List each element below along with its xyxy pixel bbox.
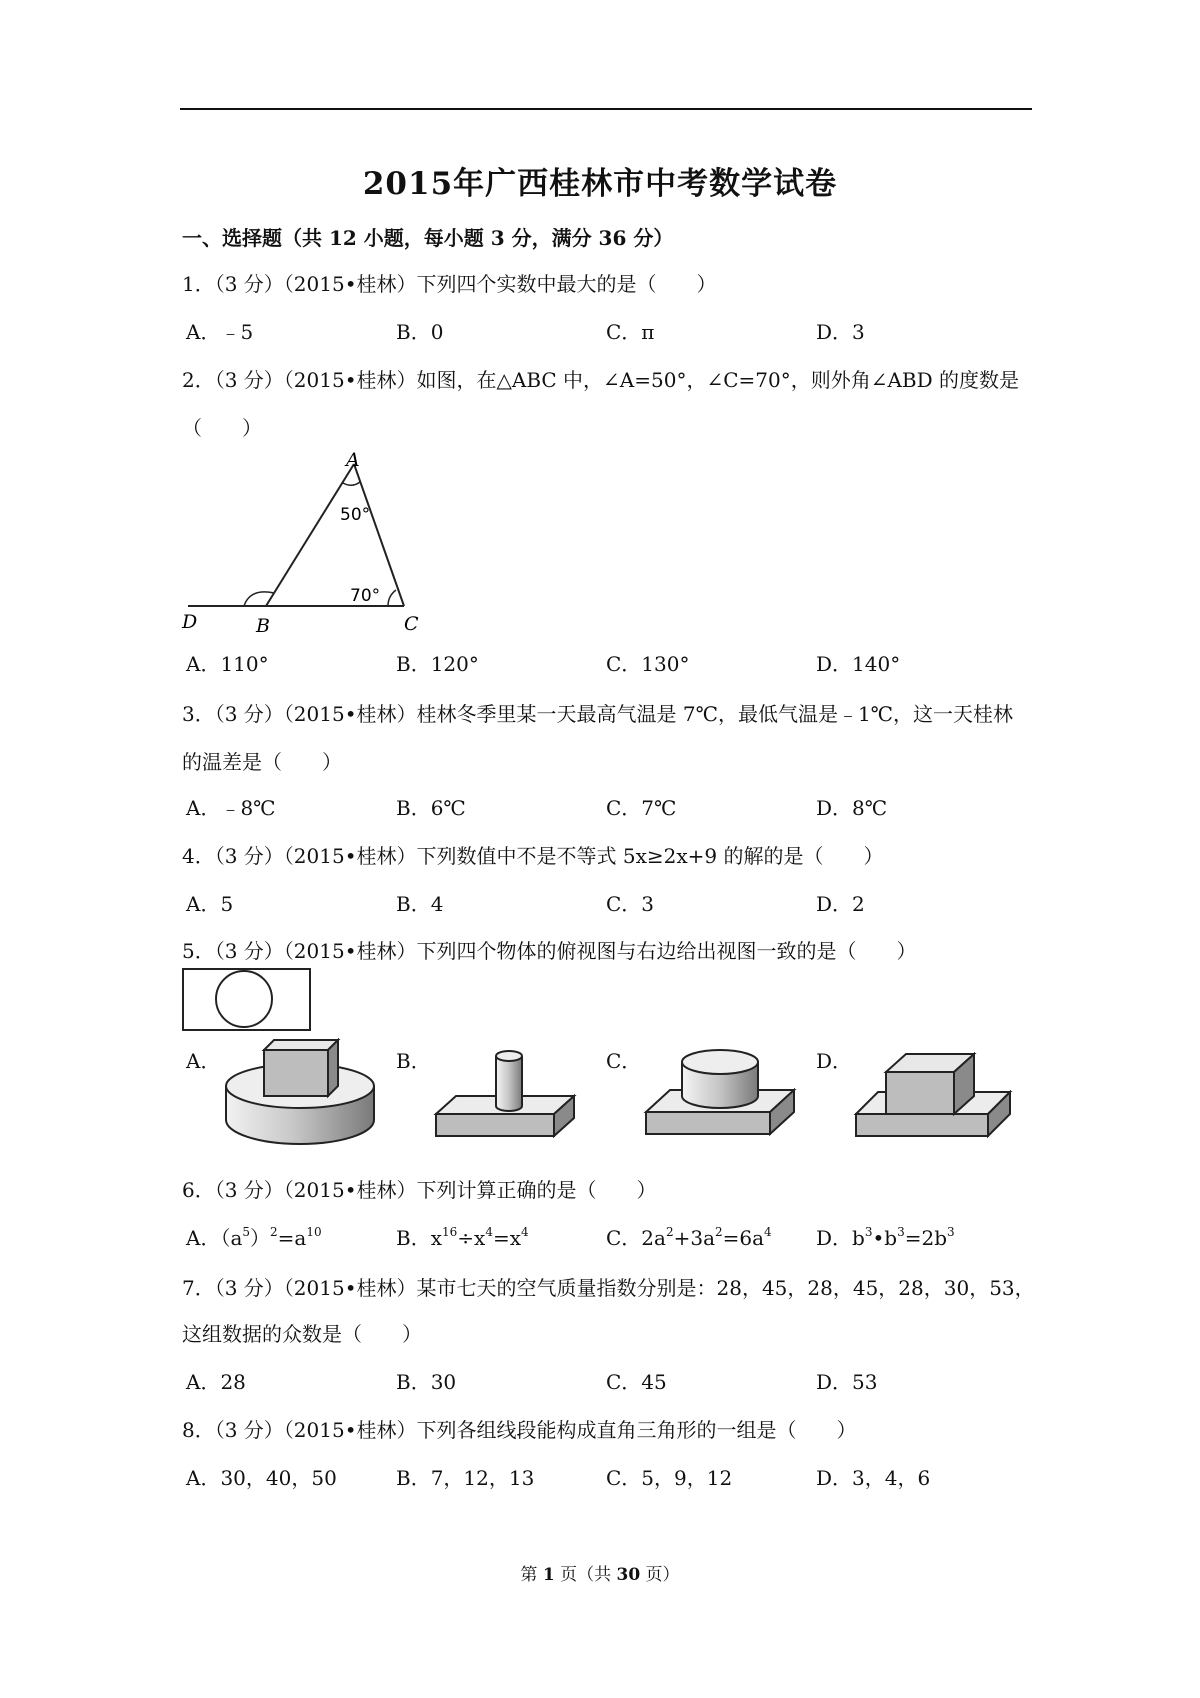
angle-a-arc bbox=[343, 482, 360, 485]
solid-a-figure bbox=[220, 1036, 380, 1148]
q3-option-c: C．7℃ bbox=[606, 796, 677, 820]
question-6-stem: 6．（3 分）（2015•桂林）下列计算正确的是（ ） bbox=[182, 1178, 657, 1202]
q7-option-a: A．28 bbox=[186, 1370, 246, 1394]
question-2-stem-cont: （ ） bbox=[182, 416, 262, 440]
q4-option-b: B．4 bbox=[396, 892, 444, 916]
q1-option-b: B．0 bbox=[396, 320, 444, 344]
q7-option-d: D．53 bbox=[816, 1370, 878, 1394]
q8-option-a: A．30，40，50 bbox=[186, 1466, 337, 1490]
question-2-stem: 2．（3 分）（2015•桂林）如图，在△ABC 中，∠A=50°，∠C=70°，则外角∠ABD 的度数是 bbox=[182, 368, 1020, 392]
q8-option-d: D．3，4，6 bbox=[816, 1466, 931, 1490]
q6-option-b: B．$x^{16}\div x^4=x^4$ bbox=[396, 1225, 529, 1250]
solid-d-figure bbox=[850, 1044, 1020, 1148]
vertex-d-label: D bbox=[182, 611, 198, 633]
q4-option-d: D．2 bbox=[816, 892, 865, 916]
q5-option-b: B． bbox=[396, 1049, 431, 1073]
q5-option-c: C． bbox=[606, 1049, 642, 1073]
q3-option-d: D．8℃ bbox=[816, 796, 888, 820]
angle-c-arc bbox=[388, 590, 396, 606]
q2-option-d: D．140° bbox=[816, 652, 901, 676]
triangle-figure bbox=[180, 448, 440, 636]
q1-option-c: C．π bbox=[606, 320, 655, 344]
side-ab bbox=[266, 464, 354, 606]
q5-option-a: A． bbox=[186, 1049, 221, 1073]
q7-option-c: C．45 bbox=[606, 1370, 667, 1394]
q4-option-a: A．5 bbox=[186, 892, 234, 916]
solid-b-figure bbox=[430, 1048, 580, 1148]
section-heading: 一、选择题（共 12 小题，每小题 3 分，满分 36 分） bbox=[182, 226, 674, 250]
q4-option-c: C．3 bbox=[606, 892, 655, 916]
q3-option-a: A．﹣8℃ bbox=[186, 796, 276, 820]
q2-option-c: C．130° bbox=[606, 652, 690, 676]
question-5-stem: 5．（3 分）（2015•桂林）下列四个物体的俯视图与右边给出视图一致的是（ ） bbox=[182, 939, 917, 963]
q6-option-c: C．$2a^2+3a^2=6a^4$ bbox=[606, 1225, 772, 1250]
solid-c-figure bbox=[640, 1044, 800, 1148]
page-title: 2015年广西桂林市中考数学试卷 bbox=[362, 166, 838, 202]
q8-option-b: B．7，12，13 bbox=[396, 1466, 535, 1490]
q1-option-a: A．﹣5 bbox=[186, 320, 254, 344]
angle-c-label: 70° bbox=[350, 586, 381, 606]
q5-option-d: D． bbox=[816, 1049, 853, 1073]
side-ac bbox=[354, 464, 404, 606]
top-view-figure bbox=[182, 968, 312, 1032]
angle-a-label: 50° bbox=[340, 505, 371, 525]
page-footer: 第 1 页（共 30 页） bbox=[520, 1565, 680, 1585]
question-3-stem-cont: 的温差是（ ） bbox=[182, 750, 342, 774]
question-7-stem: 7．（3 分）（2015•桂林）某市七天的空气质量指数分别是：28，45，28，45，28，30，53， bbox=[182, 1276, 1035, 1300]
q6-option-d: D．$b^3•b^3=2b^3$ bbox=[816, 1225, 955, 1250]
vertex-b-label: B bbox=[256, 615, 270, 636]
q2-option-b: B．120° bbox=[396, 652, 479, 676]
question-8-stem: 8．（3 分）（2015•桂林）下列各组线段能构成直角三角形的一组是（ ） bbox=[182, 1418, 857, 1442]
q1-option-d: D．3 bbox=[816, 320, 865, 344]
header-rule bbox=[180, 108, 1032, 110]
vertex-a-label: A bbox=[346, 449, 360, 471]
question-3-stem: 3．（3 分）（2015•桂林）桂林冬季里某一天最高气温是 7℃，最低气温是﹣1℃，这一天桂林 bbox=[182, 702, 1014, 726]
question-7-stem-cont: 这组数据的众数是（ ） bbox=[182, 1322, 422, 1346]
question-4-stem: 4．（3 分）（2015•桂林）下列数值中不是不等式 5x≥2x+9 的解的是（ ） bbox=[182, 844, 884, 868]
q6-option-a: A．$(a^5)^2=a^{10}$ bbox=[186, 1225, 322, 1250]
q3-option-b: B．6℃ bbox=[396, 796, 466, 820]
question-1-stem: 1．（3 分）（2015•桂林）下列四个实数中最大的是（ ） bbox=[182, 272, 717, 296]
q2-option-a: A．110° bbox=[186, 652, 269, 676]
q8-option-c: C．5，9，12 bbox=[606, 1466, 733, 1490]
vertex-c-label: C bbox=[404, 613, 419, 635]
q7-option-b: B．30 bbox=[396, 1370, 457, 1394]
